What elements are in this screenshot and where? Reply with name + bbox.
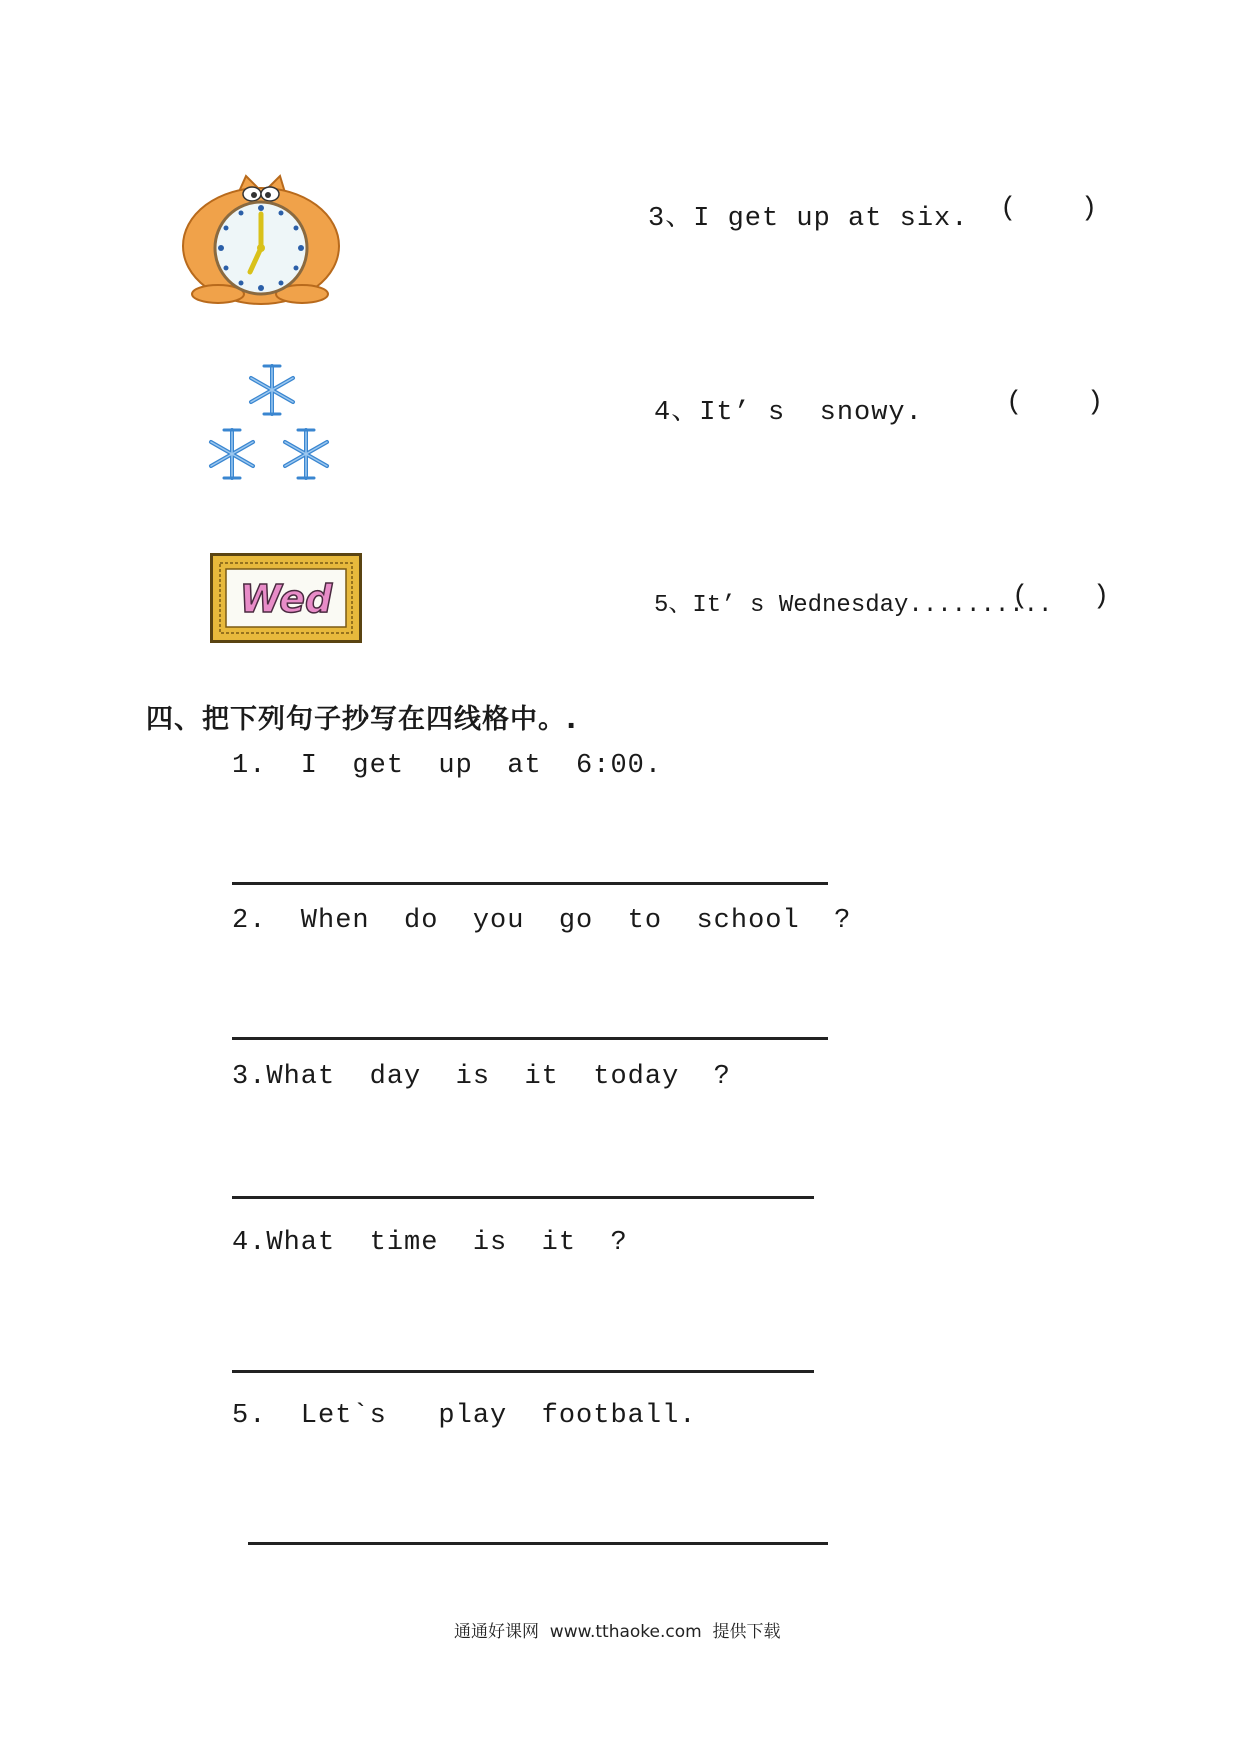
writing-line-4[interactable]	[232, 1370, 814, 1373]
match-sentence-3: 3、I get up at six.	[648, 204, 969, 234]
answer-bracket-3[interactable]: ( )	[1000, 194, 1098, 224]
copy-sentence-4: 4.What time is it ?	[232, 1228, 628, 1258]
sign-text: Wed	[239, 577, 333, 621]
writing-line-3[interactable]	[232, 1196, 814, 1199]
answer-bracket-5[interactable]: ( )	[1012, 582, 1110, 612]
answer-bracket-4[interactable]: ( )	[1006, 388, 1104, 418]
snowflakes-icon	[200, 360, 340, 484]
copy-sentence-1: 1. I get up at 6:00.	[232, 751, 663, 781]
match-sentence-4: 4、It’ s snowy.	[654, 398, 923, 428]
wednesday-sign	[210, 553, 362, 643]
writing-line-1[interactable]	[232, 882, 828, 885]
writing-line-2[interactable]	[232, 1037, 828, 1040]
writing-line-5[interactable]	[248, 1542, 828, 1545]
match-sentence-5: 5、It’ s Wednesday..........	[654, 592, 1053, 619]
clock-icon	[176, 172, 346, 310]
copy-sentence-2: 2. When do you go to school ?	[232, 906, 852, 936]
section-title: 四、把下列句子抄写在四线格中。.	[146, 704, 578, 735]
copy-sentence-5: 5. Let`s play football.	[232, 1401, 697, 1431]
copy-sentence-3: 3.What day is it today ?	[232, 1062, 731, 1092]
footer-source-text: 通通好课网 www.tthaoke.com 提供下载	[454, 1622, 781, 1642]
